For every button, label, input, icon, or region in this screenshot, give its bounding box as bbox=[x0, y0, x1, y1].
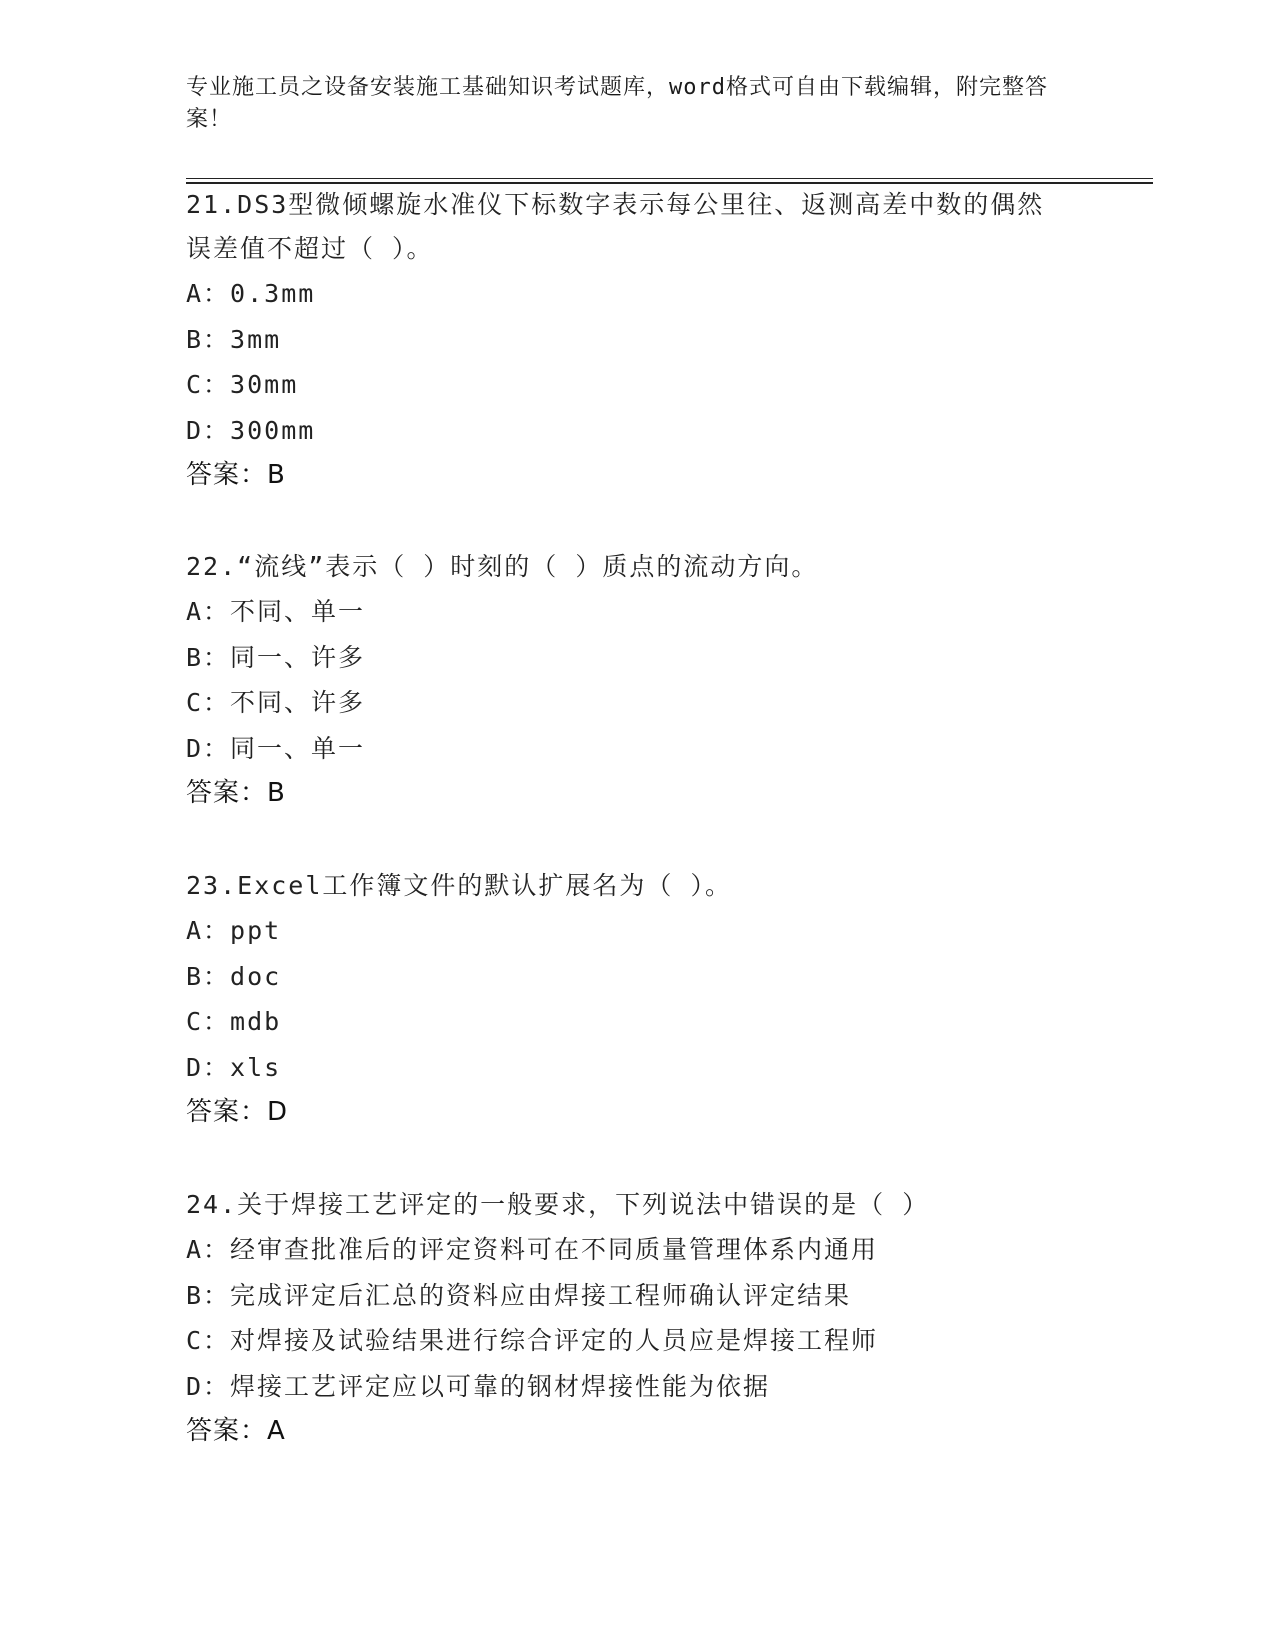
question-stem: 21.DS3型微倾螺旋水准仪下标数字表示每公里往、返测高差中数的偶然误差值不超过（ ）。 bbox=[186, 190, 1045, 263]
option-d: D：xls bbox=[186, 1052, 282, 1082]
option-d: D：焊接工艺评定应以可靠的钢材焊接性能为依据 bbox=[186, 1371, 771, 1401]
option-d: D：300mm bbox=[186, 415, 316, 445]
option-c: C：30mm bbox=[186, 370, 299, 399]
question-22 bbox=[186, 545, 1086, 815]
option-b: B：完成评定后汇总的资料应由焊接工程师确认评定结果 bbox=[186, 1280, 852, 1310]
question-21 bbox=[186, 183, 1086, 497]
question-23 bbox=[186, 864, 1086, 1134]
option-c: C：mdb bbox=[186, 1007, 282, 1036]
option-a: A：0.3mm bbox=[186, 279, 316, 308]
question-stem: 23.Excel工作簿文件的默认扩展名为（ ）。 bbox=[186, 871, 732, 900]
question-24 bbox=[186, 1183, 1086, 1453]
option-c: C：不同、许多 bbox=[186, 688, 366, 717]
answer: 答案：A bbox=[186, 1416, 286, 1446]
question-stem: 22.“流线”表示（ ）时刻的（ ）质点的流动方向。 bbox=[186, 552, 819, 581]
header-divider-thin bbox=[186, 178, 1153, 179]
option-b: B：doc bbox=[186, 961, 282, 991]
option-a: A：经审查批准后的评定资料可在不同质量管理体系内通用 bbox=[186, 1235, 879, 1264]
question-stem: 24.关于焊接工艺评定的一般要求，下列说法中错误的是（ ） bbox=[186, 1190, 930, 1219]
option-a: A：ppt bbox=[186, 916, 282, 945]
answer: 答案：B bbox=[186, 778, 286, 808]
option-b: B：3mm bbox=[186, 324, 282, 354]
answer: 答案：D bbox=[186, 1097, 289, 1127]
option-c: C：对焊接及试验结果进行综合评定的人员应是焊接工程师 bbox=[186, 1326, 879, 1355]
document-header: 专业施工员之设备安装施工基础知识考试题库，word格式可自由下载编辑，附完整答案！ bbox=[186, 75, 1048, 132]
option-a: A：不同、单一 bbox=[186, 597, 366, 626]
option-d: D：同一、单一 bbox=[186, 733, 366, 763]
option-b: B：同一、许多 bbox=[186, 642, 366, 672]
answer: 答案：B bbox=[186, 460, 286, 490]
